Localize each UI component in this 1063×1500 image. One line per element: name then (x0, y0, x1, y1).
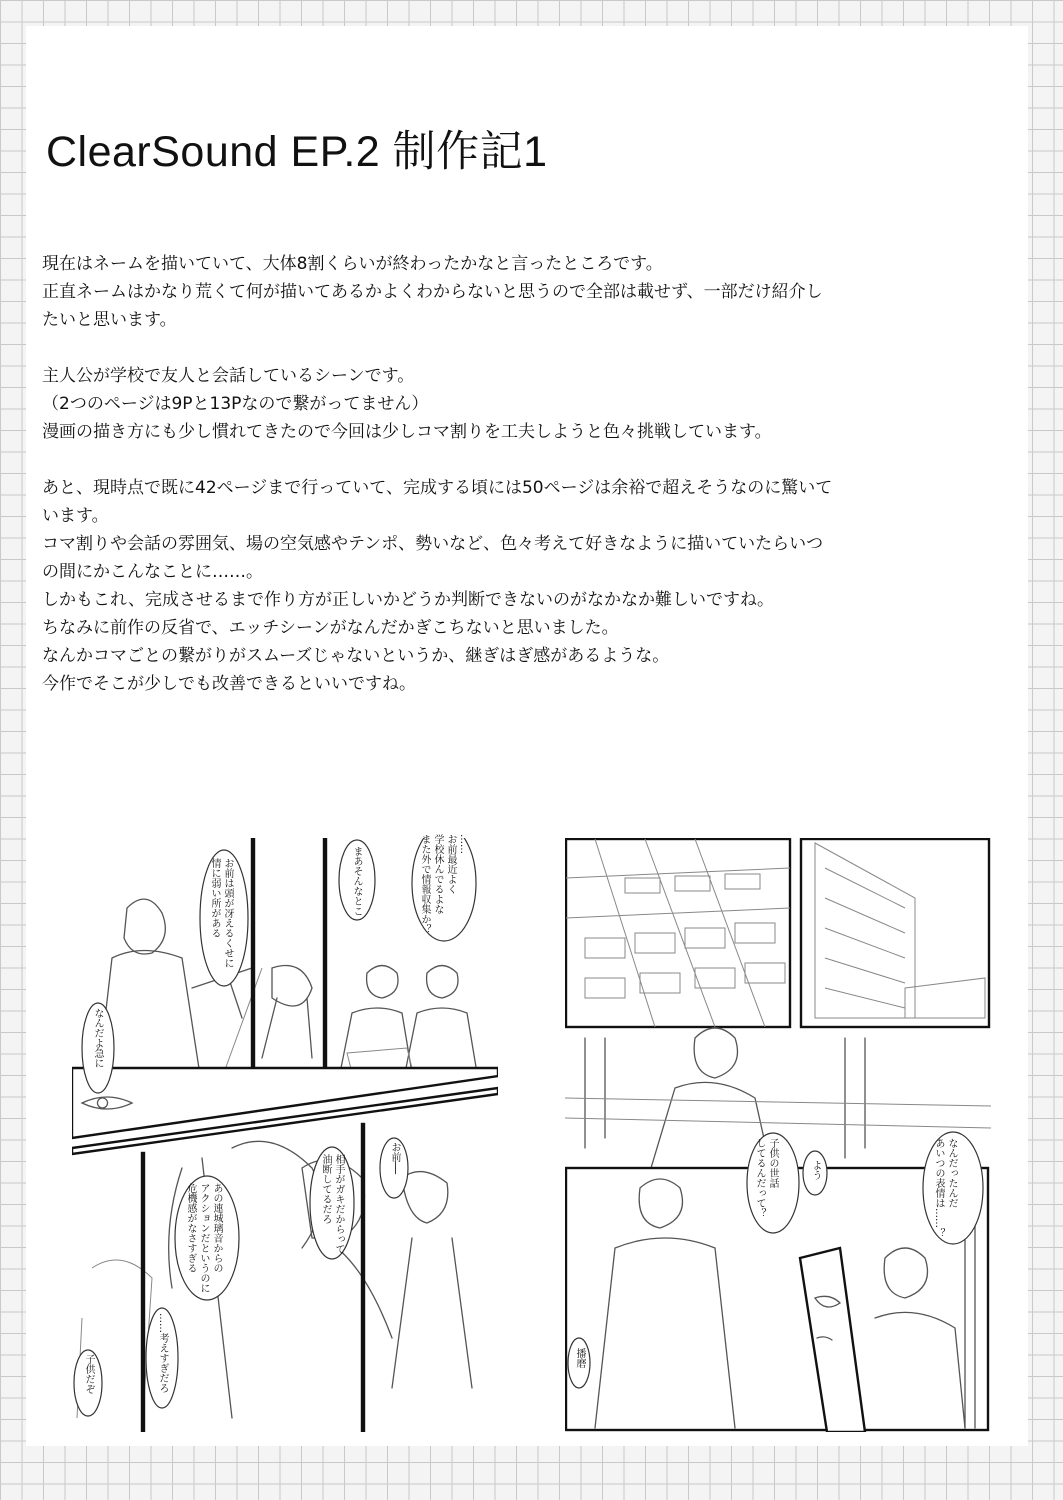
paragraph-line: （2つのページは9Pと13Pなので繋がってません） (42, 394, 429, 414)
manga-page-left (72, 834, 498, 1432)
paragraph-line: 漫画の描き方にも少し慣れてきたので今回は少しコマ割りを工夫しようと色々挑戦しています。 (42, 422, 772, 442)
paragraph-gap (42, 446, 942, 474)
speech-bubble: お前は頭が冴えるくせに 情に弱い所がある (209, 858, 233, 968)
speech-bubble: なんだよ急に (92, 1008, 103, 1068)
paragraph-line: コマ割りや会話の雰囲気、場の空気感やテンポ、勢いなど、色々考えて好きなように描いていたらいつ (42, 534, 824, 554)
speech-bubble: …… お前最近よく 学校休んでるよな また外で情報収集か？ (419, 834, 469, 934)
paragraph-line: たいと思います。 (42, 310, 177, 330)
paragraph-line: 主人公が学校で友人と会話しているシーンです。 (42, 366, 415, 386)
paragraph-line: の間にかこんなことに……。 (42, 562, 263, 582)
manga-page-right-art (565, 838, 991, 1432)
speech-bubble: 子供の世話 してるんだって？ (754, 1138, 778, 1218)
paragraph-line: 今作でそこが少しでも改善できるといいですね。 (42, 674, 416, 694)
page-title: ClearSound EP.2 制作記1 (46, 128, 548, 176)
speech-bubble: なんだったんだ あいつの表情は……？ (933, 1138, 957, 1238)
paragraph-line: ちなみに前作の反省で、エッチシーンがなんだかぎこちないと思いました。 (42, 618, 619, 638)
speech-bubble: ……考えすぎだろ (157, 1313, 168, 1393)
paragraph-line: います。 (42, 506, 109, 526)
speech-bubble: よう (810, 1160, 821, 1180)
speech-bubble: まあそんなとこ (351, 846, 362, 916)
body-text (42, 250, 942, 698)
paragraph-line: 正直ネームはかなり荒くて何が描いてあるかよくわからないと思うので全部は載せず、一部だけ紹介し (42, 282, 823, 302)
speech-bubble: 相手がガキだからって 油断してるだろ (320, 1154, 344, 1254)
paragraph-line: しかもこれ、完成させるまで作り方が正しいかどうか判断できないのがなかなか難しいですね。 (42, 590, 775, 610)
speech-bubble: お前── (389, 1142, 400, 1175)
manga-page-right (565, 838, 991, 1432)
paragraph-line: なんかコマごとの繋がりがスムーズじゃないというか、継ぎはぎ感があるような。 (42, 646, 670, 666)
speech-bubble: 子供だぞ (83, 1354, 94, 1394)
speech-bubble: 播磨 (574, 1348, 585, 1368)
paragraph-gap (42, 334, 942, 362)
paragraph-line: あと、現時点で既に42ページまで行っていて、完成する頃には50ページは余裕で超えそうなのに驚いて (42, 478, 833, 498)
speech-bubble: あの連城璃音からの アクションだというのに 危機感がなさすぎる (185, 1183, 222, 1293)
paragraph-line: 現在はネームを描いていて、大体8割くらいが終わったかなと言ったところです。 (42, 254, 663, 274)
